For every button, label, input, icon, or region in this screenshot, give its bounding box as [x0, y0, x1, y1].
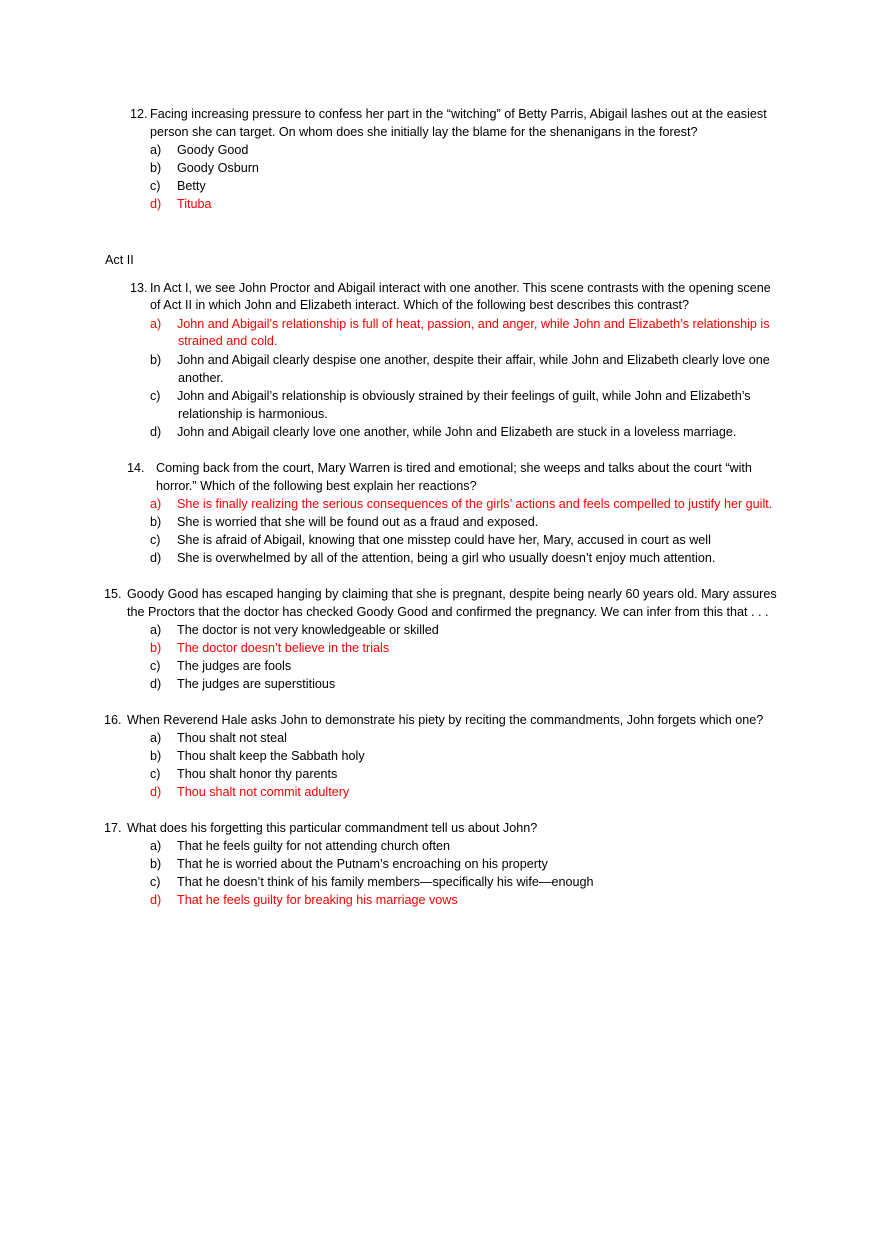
question-text-line: person she can target. On whom does she initially lay the blame for the shenanigans in the forest?: [150, 125, 698, 139]
question-text-line: of Act II in which John and Elizabeth interact. Which of the following best describes this contrast?: [150, 298, 690, 312]
option-letter-correct: d): [150, 197, 162, 211]
option-letter-correct: a): [150, 317, 162, 331]
question-text-line: the Proctors that the doctor has checked Goody Good and confirmed the pregnancy. We can infer from this that . . .: [127, 605, 769, 619]
option-letter: c): [150, 767, 161, 781]
option-text-correct: strained and cold.: [178, 334, 278, 348]
question-number: 15.: [104, 587, 122, 601]
question-number: 17.: [104, 821, 122, 835]
question-number: 16.: [104, 713, 122, 727]
option-letter: b): [150, 749, 162, 763]
option-letter-correct: d): [150, 785, 162, 799]
option-letter: b): [150, 857, 162, 871]
option-letter: b): [150, 161, 162, 175]
question-text-line: What does his forgetting this particular commandment tell us about John?: [127, 821, 538, 835]
option-text: Thou shalt not steal: [177, 731, 287, 745]
option-letter: c): [150, 389, 161, 403]
option-text: The judges are fools: [177, 659, 292, 673]
option-text: Thou shalt keep the Sabbath holy: [177, 749, 365, 763]
option-text-correct: Thou shalt not commit adultery: [177, 785, 350, 799]
option-letter: d): [150, 677, 162, 691]
option-letter: a): [150, 839, 162, 853]
option-text: John and Abigail clearly love one another, while John and Elizabeth are stuck in a loveless marriage.: [177, 425, 737, 439]
option-letter: c): [150, 875, 161, 889]
option-letter: b): [150, 515, 162, 529]
option-letter: c): [150, 179, 161, 193]
question-text-line: Coming back from the court, Mary Warren is tired and emotional; she weeps and talks about the court “with: [156, 461, 752, 475]
option-letter-correct: b): [150, 641, 162, 655]
option-letter: d): [150, 551, 162, 565]
option-letter: a): [150, 731, 162, 745]
option-text: another.: [178, 371, 224, 385]
option-letter: a): [150, 623, 162, 637]
option-letter: c): [150, 659, 161, 673]
option-text: She is worried that she will be found out as a fraud and exposed.: [177, 515, 539, 529]
option-text-correct: The doctor doesn’t believe in the trials: [177, 641, 390, 655]
option-text: That he doesn’t think of his family members—specifically his wife—enough: [177, 875, 594, 889]
option-text: Thou shalt honor thy parents: [177, 767, 338, 781]
option-letter-correct: d): [150, 893, 162, 907]
question-number: 14.: [127, 461, 145, 475]
option-text-correct: Tituba: [177, 197, 212, 211]
question-text-line: When Reverend Hale asks John to demonstrate his piety by reciting the commandments, John forgets which one?: [127, 713, 764, 727]
option-letter-correct: a): [150, 497, 162, 511]
question-text-line: In Act I, we see John Proctor and Abigail interact with one another. This scene contrasts with the opening scene: [150, 281, 771, 295]
question-text-line: Goody Good has escaped hanging by claiming that she is pregnant, despite being nearly 60 years old. Mary assures: [127, 587, 777, 601]
option-text: John and Abigail’s relationship is obviously strained by their feelings of guilt, while John and Elizabeth’s: [177, 389, 751, 403]
question-number: 13.: [130, 281, 148, 295]
option-text: The doctor is not very knowledgeable or skilled: [177, 623, 439, 637]
option-letter: b): [150, 353, 162, 367]
option-letter: a): [150, 143, 162, 157]
option-text: Goody Osburn: [177, 161, 259, 175]
option-text: The judges are superstitious: [177, 677, 336, 691]
option-text-correct: John and Abigail’s relationship is full of heat, passion, and anger, while John and Elizabeth’s relationship is: [177, 317, 770, 331]
question-text-line: Facing increasing pressure to confess her part in the “witching” of Betty Parris, Abigail lashes out at the easiest: [150, 107, 767, 121]
section-heading: Act II: [105, 253, 134, 267]
option-text: John and Abigail clearly despise one another, despite their affair, while John and Elizabeth clearly love one: [177, 353, 770, 367]
option-letter: c): [150, 533, 161, 547]
option-text: She is overwhelmed by all of the attention, being a girl who usually doesn’t enjoy much attention.: [177, 551, 716, 565]
option-text: Goody Good: [177, 143, 249, 157]
option-text-correct: She is finally realizing the serious consequences of the girls’ actions and feels compelled to justify her guilt.: [177, 497, 773, 511]
option-text: She is afraid of Abigail, knowing that one misstep could have her, Mary, accused in court as well: [177, 533, 711, 547]
question-number: 12.: [130, 107, 148, 121]
option-text: relationship is harmonious.: [178, 407, 328, 421]
question-text-line: horror.” Which of the following best explain her reactions?: [156, 479, 477, 493]
option-text-correct: That he feels guilty for breaking his marriage vows: [177, 893, 458, 907]
option-text: Betty: [177, 179, 206, 193]
option-text: That he feels guilty for not attending church often: [177, 839, 451, 853]
option-text: That he is worried about the Putnam’s encroaching on his property: [177, 857, 548, 871]
option-letter: d): [150, 425, 162, 439]
